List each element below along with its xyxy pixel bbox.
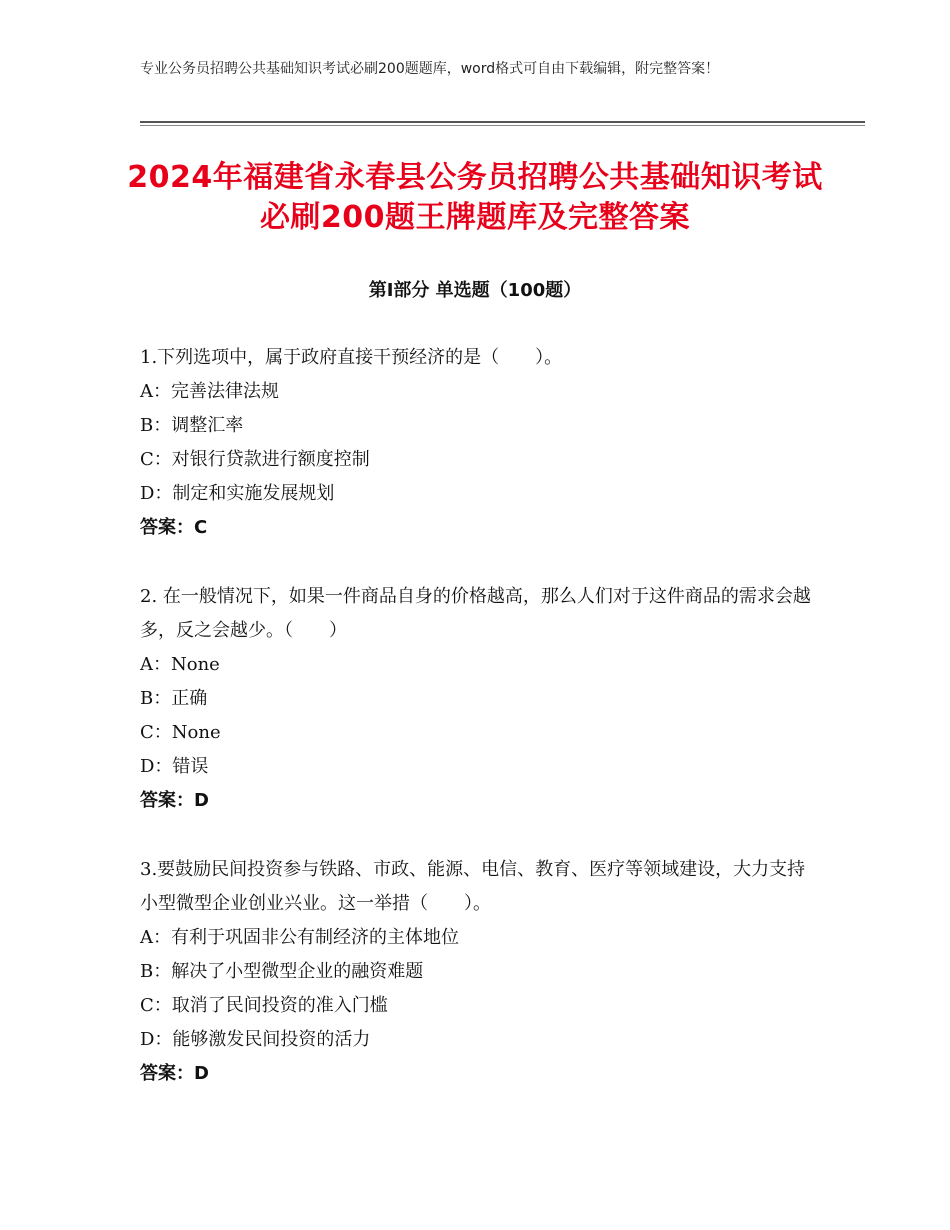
section-title: 第Ⅰ部分 单选题（100题） xyxy=(368,280,582,301)
question-stem: 2. 在一般情况下，如果一件商品自身的价格越高，那么人们对于这件商品的需求会越多，反之会越少。（ ） xyxy=(140,586,811,641)
question-3 xyxy=(140,853,820,1091)
header-divider-thick xyxy=(140,121,865,123)
option-c: C：取消了民间投资的准入门槛 xyxy=(140,995,388,1016)
option-a: A：完善法律法规 xyxy=(140,381,279,402)
question-1 xyxy=(140,341,820,545)
header-note: 专业公务员招聘公共基础知识考试必刷200题题库，word格式可自由下载编辑，附完整答案！ xyxy=(140,61,720,77)
option-d: D：制定和实施发展规划 xyxy=(140,483,335,504)
option-d: D：错误 xyxy=(140,756,209,777)
option-c: C：None xyxy=(140,722,221,743)
header-divider-thin xyxy=(140,125,865,126)
option-b: B：解决了小型微型企业的融资难题 xyxy=(140,961,424,982)
question-2 xyxy=(140,580,820,818)
option-d: D：能够激发民间投资的活力 xyxy=(140,1029,371,1050)
option-c: C：对银行贷款进行额度控制 xyxy=(140,449,370,470)
question-stem: 1.下列选项中，属于政府直接干预经济的是（ ）。 xyxy=(140,347,563,368)
option-b: B：调整汇率 xyxy=(140,415,244,436)
option-a: A：None xyxy=(140,654,220,675)
answer: 答案：D xyxy=(140,1063,209,1084)
option-b: B：正确 xyxy=(140,688,208,709)
document-title: 2024年福建省永春县公务员招聘公共基础知识考试必刷200题王牌题库及完整答案 xyxy=(127,160,823,235)
answer: 答案：D xyxy=(140,790,209,811)
option-a: A：有利于巩固非公有制经济的主体地位 xyxy=(140,927,459,948)
question-stem: 3.要鼓励民间投资参与铁路、市政、能源、电信、教育、医疗等领域建设，大力支持小型微型企业创业兴业。这一举措（ ）。 xyxy=(140,859,806,914)
answer: 答案：C xyxy=(140,517,208,538)
